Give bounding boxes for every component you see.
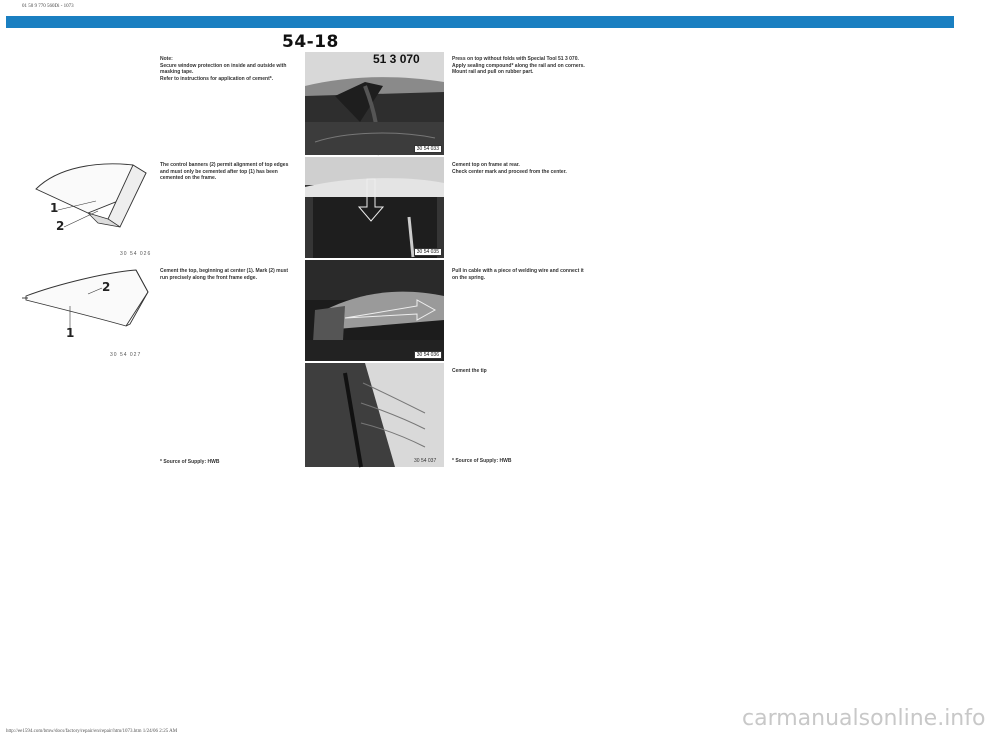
callout-2: 2 xyxy=(56,219,65,233)
note-source-right: * Source of Supply: HWB xyxy=(452,458,512,464)
watermark: carmanualsonline.info xyxy=(742,706,985,731)
photo-pull-cable xyxy=(305,260,444,361)
photo-cement-rear xyxy=(305,157,444,258)
figure-code: 30 54 027 xyxy=(110,352,142,358)
figure-code: 30 54 026 xyxy=(120,251,152,257)
note-cement-rear: Cement top on frame at rear. Check center mark and proceed from the center. xyxy=(452,162,567,175)
photo-code: 30 54 037 xyxy=(414,458,437,464)
note-press-top: Press on top without folds with Special Tool 51 3 070. Apply sealing compound* along the rail and on corners. Mount rail and pull on rubber part. xyxy=(452,56,585,75)
photo-special-tool xyxy=(305,52,444,155)
photo-code: 30 54 035 xyxy=(414,248,442,256)
page-number: 54-18 xyxy=(282,32,339,52)
photo-cement-tip xyxy=(305,363,444,467)
footer-url[interactable]: http://ee1594.com/bmw/docs/factory/repair/en/repair/htm/1073.htm 1/24/06 2:25 AM xyxy=(6,729,178,734)
note-pull-cable: Pull in cable with a piece of welding wire and connect it on the spring. xyxy=(452,268,584,281)
note-secure-window: Note: Secure window protection on inside and outside with masking tape. Refer to instructions for application of cement*. xyxy=(160,56,287,82)
header-text: 01 50 9 770 560Di - 1073 xyxy=(22,4,74,9)
callout-1: 1 xyxy=(50,201,59,215)
diagram-cement-center xyxy=(18,262,158,342)
photo-code: 30 54 036 xyxy=(414,351,442,359)
note-cement-tip: Cement the tip xyxy=(452,368,487,374)
note-cement-top: Cement the top, beginning at center (1). Mark (2) must run precisely along the front frame edge. xyxy=(160,268,289,281)
note-source-left: * Source of Supply: HWB xyxy=(160,459,220,465)
note-control-banners: The control banners (2) permit alignment of top edges and must only be cemented after top (1) has been cemented on the frame. xyxy=(160,162,289,181)
callout-1: 1 xyxy=(66,326,75,340)
photo-code: 30 54 033 xyxy=(414,145,442,153)
diagram-top-alignment xyxy=(28,155,158,240)
header-bar xyxy=(6,16,954,28)
tool-number: 51 3 070 xyxy=(373,52,420,66)
callout-2: 2 xyxy=(102,280,111,294)
